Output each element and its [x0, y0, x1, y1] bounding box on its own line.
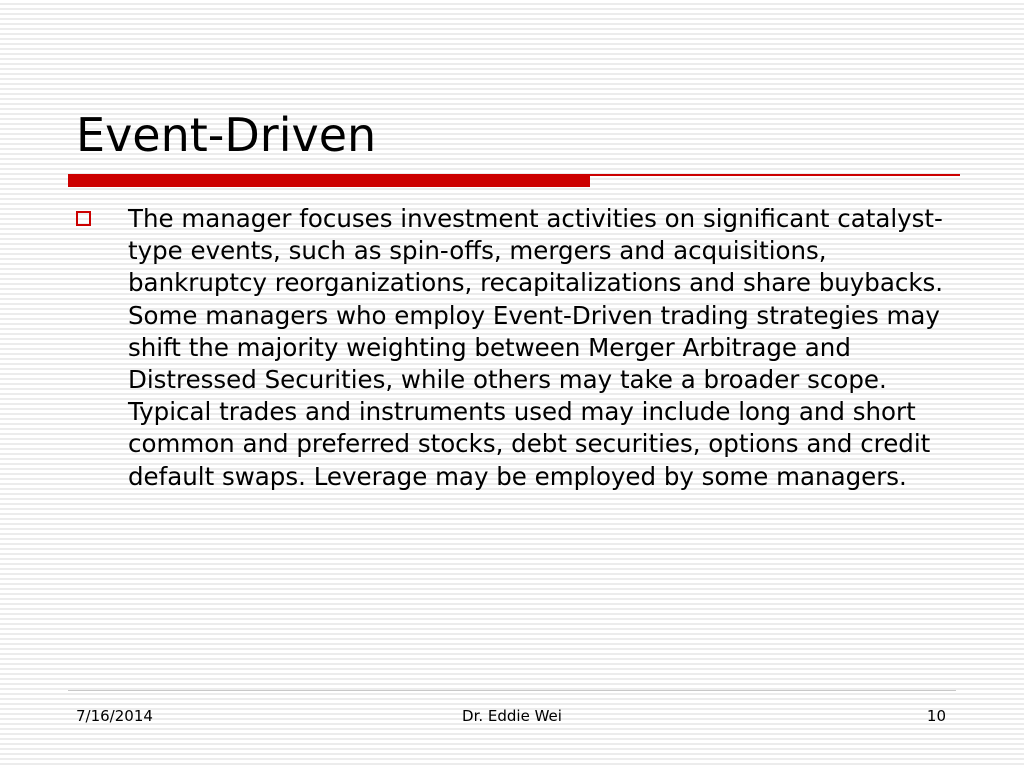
- footer-date: 7/16/2014: [76, 707, 153, 725]
- bullet-text: The manager focuses investment activities on significant catalyst-type events, such as spin-offs, mergers and acquisitions, bankruptcy reorganizations, recapitalizations and share buybacks. Some managers who employ Event-Driven trading strategies may shift the majority weighting between Merger Arbitrage and Distressed Securities, while others may take a broader scope. Typical trades and instruments used may include long and short common and preferred stocks, debt securities, options and credit default swaps. Leverage may be employed by some managers.: [128, 204, 944, 491]
- footer-divider: [68, 690, 956, 691]
- footer-author: Dr. Eddie Wei: [462, 707, 562, 725]
- footer-page-number: 10: [926, 707, 946, 725]
- title-underline-thin: [590, 174, 960, 176]
- slide-title: Event-Driven: [76, 108, 377, 162]
- bullet-list: [76, 203, 956, 493]
- hollow-square-bullet-icon: [76, 211, 91, 226]
- bullet-item: [76, 203, 956, 493]
- title-underline-thick: [68, 174, 590, 187]
